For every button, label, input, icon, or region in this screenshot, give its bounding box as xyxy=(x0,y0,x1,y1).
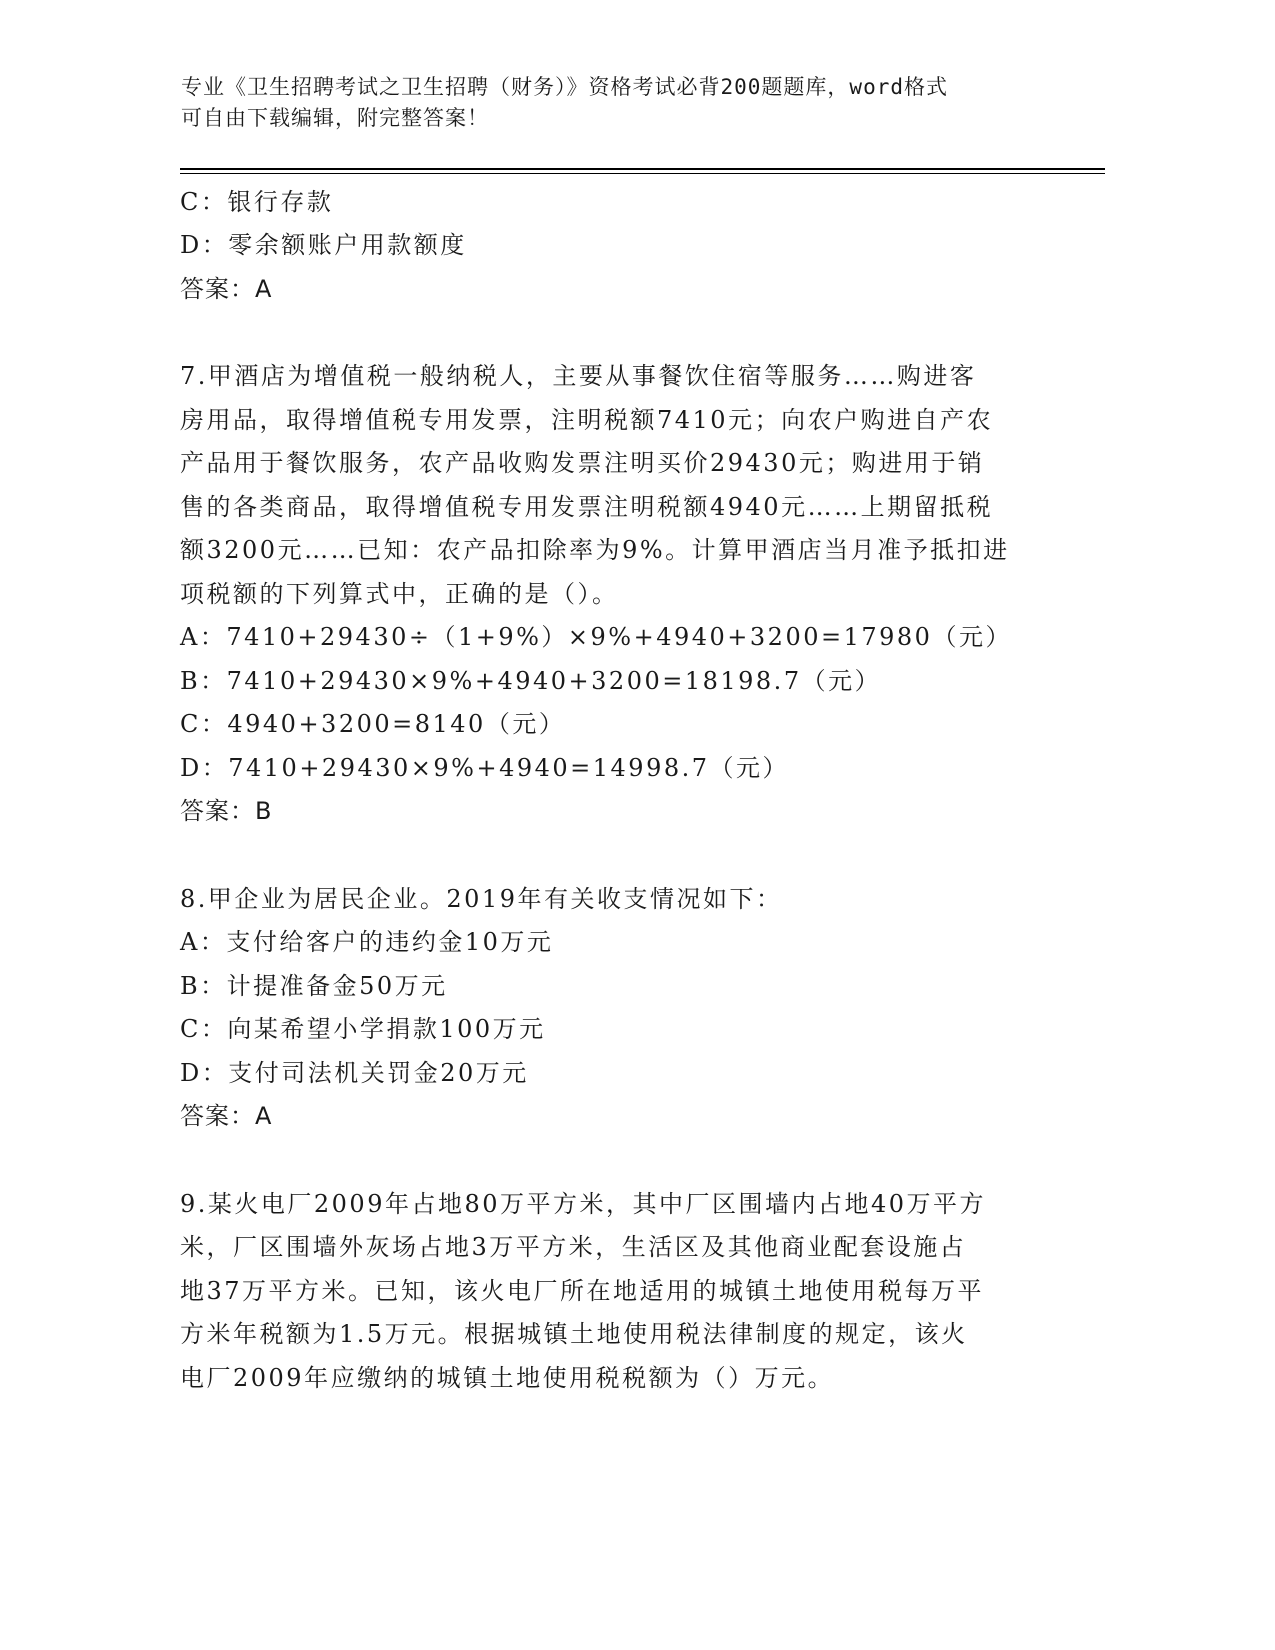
header-divider-thin xyxy=(180,173,1105,174)
q7-stem-line-4: 售的各类商品，取得增值税专用发票注明税额4940元……上期留抵税 xyxy=(180,493,994,521)
q9-stem-line-2: 米，厂区围墙外灰场占地3万平方米，生活区及其他商业配套设施占 xyxy=(180,1233,967,1261)
q7-stem-line-6: 项税额的下列算式中，正确的是（）。 xyxy=(180,580,619,608)
q7-stem-line-3: 产品用于餐饮服务，农产品收购发票注明买价29430元；购进用于销 xyxy=(180,449,985,477)
q8-option-c: C：向某希望小学捐款100万元 xyxy=(180,1015,546,1043)
q9-stem-line-3: 地37万平方米。已知，该火电厂所在地适用的城镇土地使用税每万平 xyxy=(180,1277,985,1305)
prev-answer: 答案：A xyxy=(180,275,273,303)
q8-answer: 答案：A xyxy=(180,1102,273,1130)
q9-stem-line-1: 9.某火电厂2009年占地80万平方米，其中厂区围墙内占地40万平方 xyxy=(180,1190,987,1218)
q7-option-a: A：7410+29430÷（1+9%）×9%+4940+3200=17980（元） xyxy=(180,623,1012,651)
q7-stem-line-1: 7.甲酒店为增值税一般纳税人，主要从事餐饮住宿等服务……购进客 xyxy=(180,362,977,390)
header-divider-thick xyxy=(180,168,1105,170)
q7-stem-line-5: 额3200元……已知：农产品扣除率为9%。计算甲酒店当月准予抵扣进 xyxy=(180,536,1010,564)
q7-option-b: B：7410+29430×9%+4940+3200=18198.7（元） xyxy=(180,667,882,695)
q7-stem-line-2: 房用品，取得增值税专用发票，注明税额7410元；向农户购进自产农 xyxy=(180,406,994,434)
header-line-1: 专业《卫生招聘考试之卫生招聘（财务）》资格考试必背200题题库，word格式 xyxy=(181,75,948,99)
q9-stem-line-5: 电厂2009年应缴纳的城镇土地使用税税额为（）万元。 xyxy=(180,1364,835,1392)
q7-option-d: D：7410+29430×9%+4940=14998.7（元） xyxy=(180,754,790,782)
q8-stem: 8.甲企业为居民企业。2019年有关收支情况如下： xyxy=(180,885,783,913)
prev-option-c: C：银行存款 xyxy=(180,188,334,216)
q8-option-d: D：支付司法机关罚金20万元 xyxy=(180,1059,529,1087)
q8-option-a: A：支付给客户的违约金10万元 xyxy=(180,928,554,956)
q9-stem-line-4: 方米年税额为1.5万元。根据城镇土地使用税法律制度的规定，该火 xyxy=(180,1320,968,1348)
header-line-2: 可自由下载编辑，附完整答案！ xyxy=(181,106,489,130)
q7-answer: 答案：B xyxy=(180,797,273,825)
q7-option-c: C：4940+3200=8140（元） xyxy=(180,710,566,738)
q8-option-b: B：计提准备金50万元 xyxy=(180,972,448,1000)
prev-option-d: D：零余额账户用款额度 xyxy=(180,231,467,259)
document-header xyxy=(181,72,1061,134)
